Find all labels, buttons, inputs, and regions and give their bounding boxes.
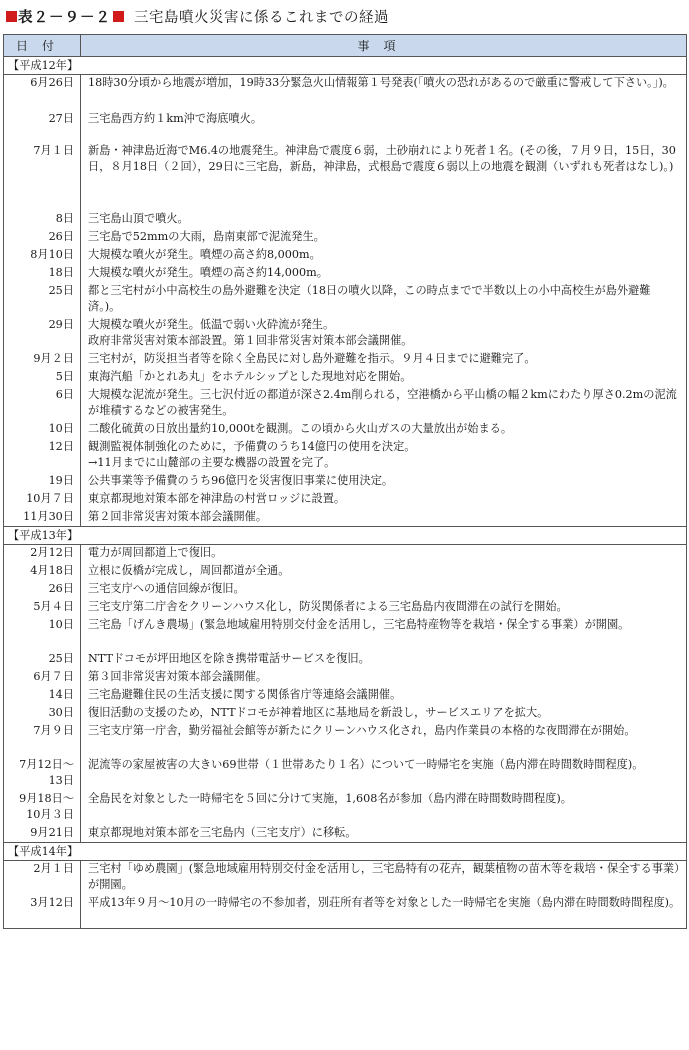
table-row <box>4 757 687 791</box>
row-date: 6月26日 <box>4 75 81 111</box>
table-row <box>4 723 687 757</box>
table-row <box>4 791 687 825</box>
row-date: 7月９日 <box>4 723 81 757</box>
row-event: 三宅島避難住民の生活支援に関する関係省庁等連絡会議開催。 <box>81 687 687 705</box>
row-date: 5日 <box>4 369 81 387</box>
table-row <box>4 283 687 317</box>
row-date: 8月10日 <box>4 247 81 265</box>
table-row <box>4 317 687 351</box>
row-event: 泥流等の家屋被害の大きい69世帯（１世帯あたり１名）について一時帰宅を実施（島内滞在時間数時間程度)。 <box>81 757 687 791</box>
table-row <box>4 563 687 581</box>
row-date: 7月１日 <box>4 143 81 211</box>
row-date: 9月21日 <box>4 825 81 843</box>
title-square-icon <box>6 11 17 22</box>
row-event: 三宅支庁への通信回線が復旧。 <box>81 581 687 599</box>
table-row <box>4 651 687 669</box>
row-date: 10月７日 <box>4 491 81 509</box>
row-event: 大規模な噴火が発生。噴煙の高さ約14,000m。 <box>81 265 687 283</box>
row-date: 25日 <box>4 651 81 669</box>
table-row <box>4 351 687 369</box>
row-event: 三宅島西方約１km沖で海底噴火。 <box>81 111 687 143</box>
header-date: 日付 <box>4 35 81 57</box>
year-label: 【平成13年】 <box>4 527 687 545</box>
row-event: 二酸化硫黄の日放出量約10,000tを観測。この頃から火山ガスの大量放出が始まる。 <box>81 421 687 439</box>
table-row <box>4 247 687 265</box>
row-date: 12日 <box>4 439 81 473</box>
row-event: 三宅支庁第二庁舎をクリーンハウス化し，防災関係者による三宅島島内夜間滞在の試行を開始。 <box>81 599 687 617</box>
row-date: 18日 <box>4 265 81 283</box>
row-date: 19日 <box>4 473 81 491</box>
row-event: 東京都現地対策本部を神津島の村営ロッジに設置。 <box>81 491 687 509</box>
row-date: 30日 <box>4 705 81 723</box>
table-row <box>4 687 687 705</box>
row-date: 10日 <box>4 617 81 651</box>
row-event: 大規模な噴火が発生。低温で弱い火砕流が発生。 政府非常災害対策本部設置。第１回非常災害対策本部会議開催。 <box>81 317 687 351</box>
table-row <box>4 581 687 599</box>
row-event: 新島・神津島近海でM6.4の地震発生。神津島で震度６弱，土砂崩れにより死者１名。(その後，７月９日，15日，30日，８月18日（２回），29日に三宅島，新島，神津島，式根島で震度６弱以上の地震を観測（いずれも死者はなし)。) <box>81 143 687 211</box>
row-event: 電力が周回都道上で復旧。 <box>81 545 687 563</box>
table-row <box>4 369 687 387</box>
row-event: 三宅村「ゆめ農園」(緊急地域雇用特別交付金を活用し，三宅島特有の花卉，観葉植物の苗木等を栽培・保全する事業）が開園。 <box>81 861 687 895</box>
table-body <box>4 57 687 929</box>
table-title-text: 三宅島噴火災害に係るこれまでの経過 <box>134 9 389 26</box>
row-event: 大規模な噴火が発生。噴煙の高さ約8,000m。 <box>81 247 687 265</box>
row-date: 26日 <box>4 229 81 247</box>
table-title <box>6 5 389 27</box>
table-row <box>4 509 687 527</box>
table-row <box>4 421 687 439</box>
row-event: 東海汽船「かとれあ丸」をホテルシップとした現地対応を開始。 <box>81 369 687 387</box>
chronology-table <box>3 34 687 929</box>
table-row <box>4 825 687 843</box>
row-event: 三宅島で52mmの大雨，島南東部で泥流発生。 <box>81 229 687 247</box>
row-event: 平成13年９月～10月の一時帰宅の不参加者，別荘所有者等を対象とした一時帰宅を実施（島内滞在時間数時間程度)。 <box>81 895 687 929</box>
row-date: 11月30日 <box>4 509 81 527</box>
row-event: 全島民を対象とした一時帰宅を５回に分けて実施，1,608名が参加（島内滞在時間数時間程度)。 <box>81 791 687 825</box>
row-event: 三宅支庁第一庁舎，勤労福祉会館等が新たにクリーンハウス化され，島内作業員の本格的な夜間滞在が開始。 <box>81 723 687 757</box>
row-date: 27日 <box>4 111 81 143</box>
year-row <box>4 843 687 861</box>
row-date: 25日 <box>4 283 81 317</box>
row-event: 第３回非常災害対策本部会議開催。 <box>81 669 687 687</box>
row-date: 6日 <box>4 387 81 421</box>
table-row <box>4 669 687 687</box>
title-square-icon <box>113 11 124 22</box>
row-event: 第２回非常災害対策本部会議開催。 <box>81 509 687 527</box>
table-row <box>4 599 687 617</box>
row-event: 立根に仮橋が完成し，周回都道が全通。 <box>81 563 687 581</box>
row-event: 都と三宅村が小中高校生の島外避難を決定（18日の噴火以降，この時点までで半数以上の小中高校生が島外避難済。)。 <box>81 283 687 317</box>
table-row <box>4 473 687 491</box>
row-date: 9月18日～ 10月３日 <box>4 791 81 825</box>
table-row <box>4 229 687 247</box>
table-row <box>4 617 687 651</box>
table-row <box>4 111 687 143</box>
row-event: 三宅島「げんき農場」(緊急地域雇用特別交付金を活用し，三宅島特産物等を栽培・保全する事業）が開園。 <box>81 617 687 651</box>
row-date: 2月１日 <box>4 861 81 895</box>
row-event: 東京都現地対策本部を三宅島内（三宅支庁）に移転。 <box>81 825 687 843</box>
table-row <box>4 545 687 563</box>
row-date: 6月７日 <box>4 669 81 687</box>
table-row <box>4 75 687 111</box>
table-row <box>4 387 687 421</box>
table-row <box>4 705 687 723</box>
row-event: 復旧活動の支援のため，NTTドコモが神着地区に基地局を新設し，サービスエリアを拡大。 <box>81 705 687 723</box>
row-event: 18時30分頃から地震が増加，19時33分緊急火山情報第１号発表(「噴火の恐れがあるので厳重に警戒して下さい。」)。 <box>81 75 687 111</box>
row-date: 4月18日 <box>4 563 81 581</box>
row-date: 14日 <box>4 687 81 705</box>
row-date: 5月４日 <box>4 599 81 617</box>
year-row <box>4 57 687 75</box>
row-date: 9月２日 <box>4 351 81 369</box>
row-date: 29日 <box>4 317 81 351</box>
row-event: 三宅島山頂で噴火。 <box>81 211 687 229</box>
table-row <box>4 895 687 929</box>
row-date: 10日 <box>4 421 81 439</box>
table-row <box>4 861 687 895</box>
table-row <box>4 439 687 473</box>
row-date: 3月12日 <box>4 895 81 929</box>
year-row <box>4 527 687 545</box>
row-date: 26日 <box>4 581 81 599</box>
table-row <box>4 143 687 211</box>
row-event: 公共事業等予備費のうち96億円を災害復旧事業に使用決定。 <box>81 473 687 491</box>
year-label: 【平成14年】 <box>4 843 687 861</box>
table-header-row <box>4 35 687 57</box>
row-event: 観測監視体制強化のために，予備費のうち14億円の使用を決定。 →11月までに山麓部の主要な機器の設置を完了。 <box>81 439 687 473</box>
table-row <box>4 211 687 229</box>
row-date: 7月12日～ 13日 <box>4 757 81 791</box>
row-date: 8日 <box>4 211 81 229</box>
table-row <box>4 491 687 509</box>
row-event: 三宅村が，防災担当者等を除く全島民に対し島外避難を指示。９月４日までに避難完了。 <box>81 351 687 369</box>
row-event: NTTドコモが坪田地区を除き携帯電話サービスを復旧。 <box>81 651 687 669</box>
row-date: 2月12日 <box>4 545 81 563</box>
header-item: 事項 <box>81 35 687 57</box>
row-event: 大規模な泥流が発生。三七沢付近の都道が深さ2.4m削られる，空港橋から平山橋の幅２kmにわたり厚さ0.2mの泥流が堆積するなどの被害発生。 <box>81 387 687 421</box>
year-label: 【平成12年】 <box>4 57 687 75</box>
table-number: 表２－９－２ <box>18 8 111 26</box>
table-row <box>4 265 687 283</box>
